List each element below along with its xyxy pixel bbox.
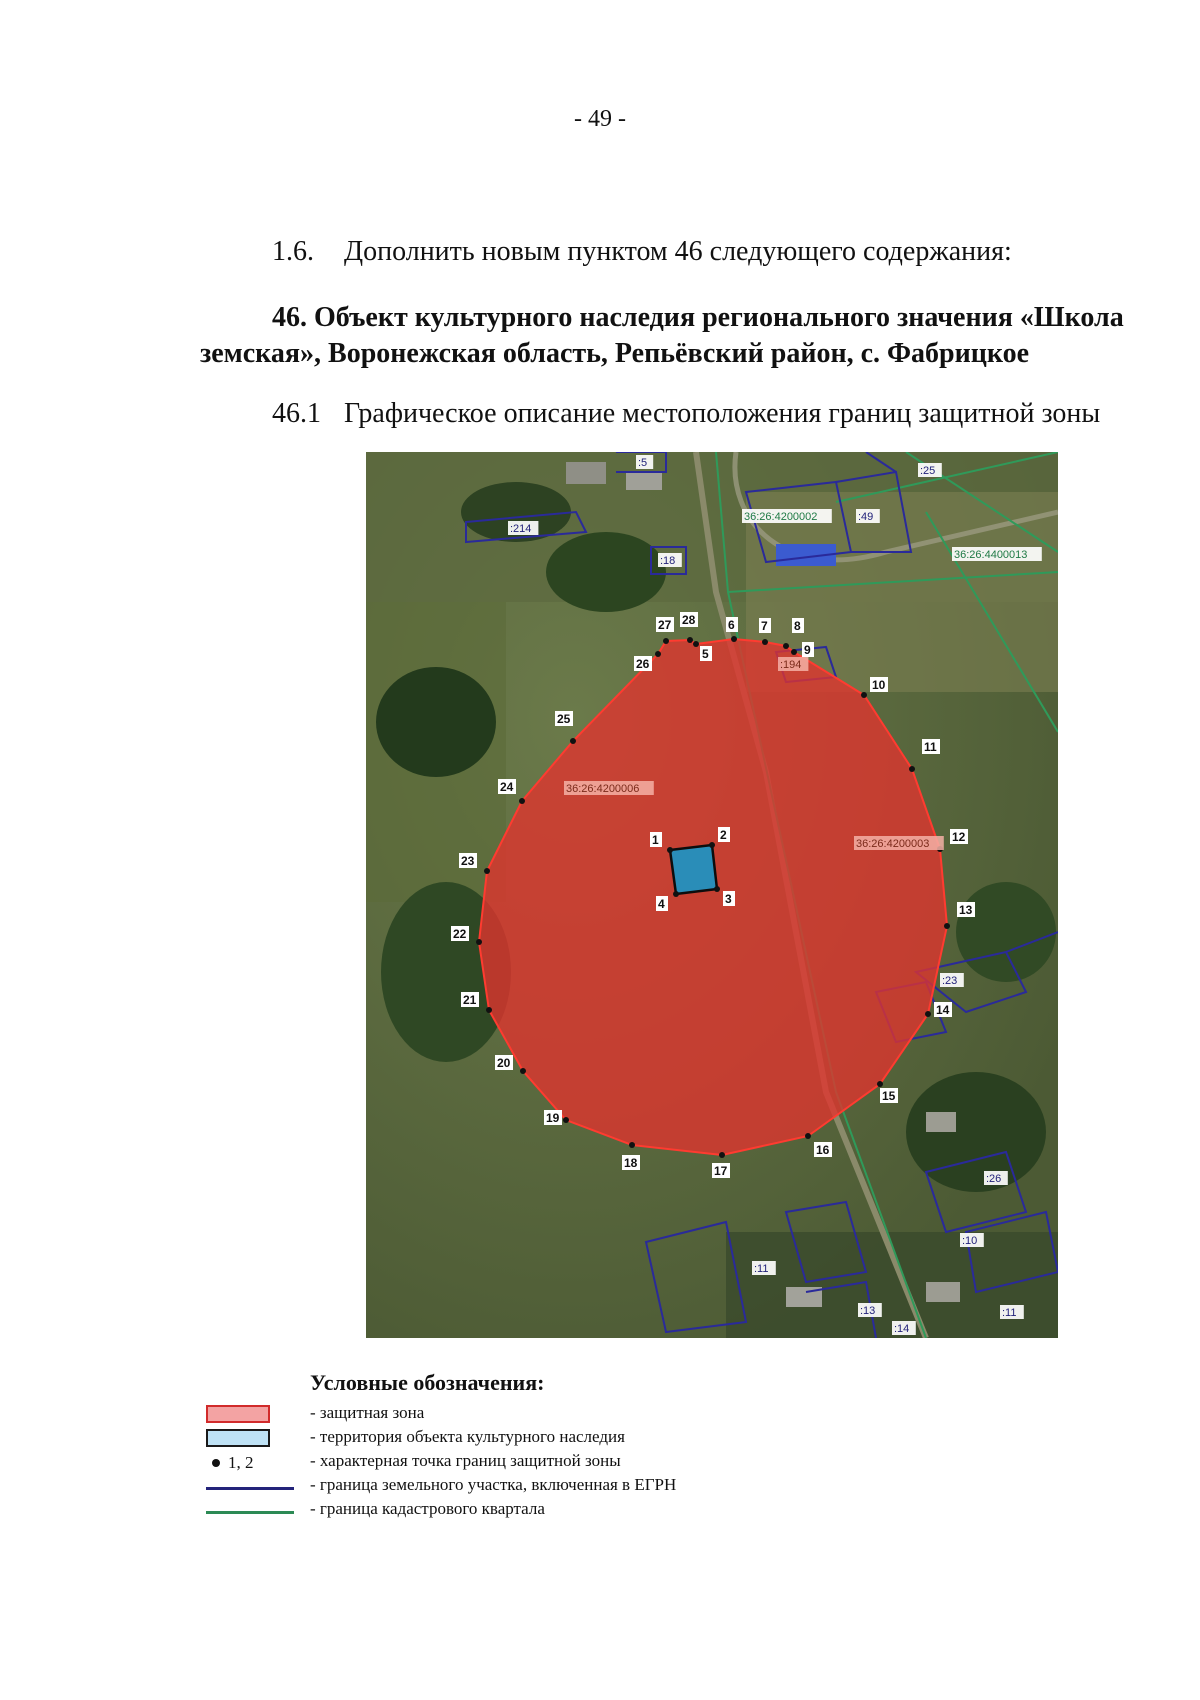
point-dot-18 xyxy=(629,1142,635,1148)
cadastral-label: :25 xyxy=(920,465,936,477)
legend-item-zone xyxy=(200,1403,1000,1427)
point-label-4: 4 xyxy=(658,897,665,911)
subclause-number: 46.1 xyxy=(272,398,321,429)
point-dot-11 xyxy=(909,766,915,772)
point-dot-4 xyxy=(673,891,679,897)
legend-line-blue xyxy=(206,1477,270,1495)
point-dot-15 xyxy=(877,1081,883,1087)
point-label-2: 2 xyxy=(720,828,727,842)
point-dot-25 xyxy=(570,738,576,744)
point-label-26: 26 xyxy=(636,657,650,671)
point-dot-6 xyxy=(731,636,737,642)
legend xyxy=(200,1403,1000,1523)
cadastral-label: :14 xyxy=(894,1323,910,1335)
cadastral-label: 36:26:4200003 xyxy=(856,838,930,850)
point-dot-1 xyxy=(667,847,673,853)
point-dot-3 xyxy=(714,886,720,892)
clause-number: 1.6. xyxy=(272,236,314,267)
legend-swatch-red xyxy=(206,1405,270,1423)
point-label-12: 12 xyxy=(952,830,966,844)
point-label-5: 5 xyxy=(702,647,709,661)
cadastral-label: 36:26:4400013 xyxy=(954,549,1028,561)
legend-point-text: 1, 2 xyxy=(228,1453,254,1472)
point-dot-14 xyxy=(925,1011,931,1017)
point-dot-21 xyxy=(486,1007,492,1013)
point-label-13: 13 xyxy=(959,903,973,917)
clause-text: Дополнить новым пунктом 46 следующего содержания: xyxy=(344,236,1012,267)
cadastral-label: :49 xyxy=(858,511,874,523)
tree-cluster xyxy=(956,882,1056,982)
building xyxy=(926,1112,956,1132)
cadastral-label: 36:26:4200006 xyxy=(566,783,640,795)
point-label-11: 11 xyxy=(924,740,937,754)
point-dot-26 xyxy=(655,651,661,657)
point-label-21: 21 xyxy=(463,993,477,1007)
point-dot-23 xyxy=(484,868,490,874)
legend-point-symbol xyxy=(206,1453,270,1471)
building xyxy=(926,1282,960,1302)
legend-item-quarter xyxy=(200,1499,1000,1523)
point-dot-28 xyxy=(687,637,693,643)
blue-line-icon xyxy=(206,1487,294,1490)
point-label-17: 17 xyxy=(714,1164,728,1178)
point-dot-17 xyxy=(719,1152,725,1158)
building xyxy=(626,472,662,490)
point-label-23: 23 xyxy=(461,854,475,868)
point-label-28: 28 xyxy=(682,613,696,627)
point-label-6: 6 xyxy=(728,618,735,632)
cadastral-label: :18 xyxy=(660,555,676,567)
point-dot-9 xyxy=(791,649,797,655)
cadastral-label: 36:26:4200002 xyxy=(744,511,818,523)
point-label-10: 10 xyxy=(872,678,886,692)
legend-item-object xyxy=(200,1427,1000,1451)
legend-text: - граница кадастрового квартала xyxy=(310,1499,545,1518)
point-label-22: 22 xyxy=(453,927,467,941)
clause xyxy=(272,236,1012,268)
section-heading: 46. Объект культурного наследия регионального значения «Школа земская», Воронежская область, Репьёвский район, с. Фабрицкое xyxy=(200,302,1124,369)
point-label-1: 1 xyxy=(652,833,659,847)
legend-item-parcel xyxy=(200,1475,1000,1499)
point-label-18: 18 xyxy=(624,1156,638,1170)
cadastral-label: :194 xyxy=(780,659,802,671)
point-label-15: 15 xyxy=(882,1089,896,1103)
point-label-7: 7 xyxy=(761,619,768,633)
point-dot-2 xyxy=(709,842,715,848)
point-label-24: 24 xyxy=(500,780,514,794)
cadastral-label: :26 xyxy=(986,1173,1002,1185)
point-dot-27 xyxy=(663,638,669,644)
map-svg xyxy=(366,452,1058,1338)
tree-cluster xyxy=(546,532,666,612)
point-label-16: 16 xyxy=(816,1143,830,1157)
legend-swatch-blue xyxy=(206,1429,270,1447)
cadastral-label: :10 xyxy=(962,1235,978,1247)
point-label-14: 14 xyxy=(936,1003,950,1017)
point-label-9: 9 xyxy=(804,643,811,657)
point-label-3: 3 xyxy=(725,892,732,906)
point-label-20: 20 xyxy=(497,1056,511,1070)
point-dot-16 xyxy=(805,1133,811,1139)
legend-text: - граница земельного участка, включенная в ЕГРН xyxy=(310,1475,677,1494)
legend-text: - защитная зона xyxy=(310,1403,425,1422)
legend-text: - характерная точка границ защитной зоны xyxy=(310,1451,621,1470)
point-dot-24 xyxy=(519,798,525,804)
point-label-19: 19 xyxy=(546,1111,560,1125)
subclause-text: Графическое описание местоположения границ защитной зоны xyxy=(344,398,1101,429)
heritage-object-territory xyxy=(670,845,717,894)
legend-line-green xyxy=(206,1501,270,1519)
cadastral-label: :23 xyxy=(942,975,958,987)
point-dot-13 xyxy=(944,923,950,929)
point-dot-10 xyxy=(861,692,867,698)
point-label-25: 25 xyxy=(557,712,571,726)
point-dot-8 xyxy=(783,643,789,649)
point-dot-20 xyxy=(520,1068,526,1074)
legend-text: - территория объекта культурного наследия xyxy=(310,1427,625,1446)
point-dot-19 xyxy=(563,1117,569,1123)
point-dot-icon xyxy=(212,1459,220,1467)
cadastral-label: :214 xyxy=(510,523,532,535)
cadastral-label: :13 xyxy=(860,1305,876,1317)
legend-item-point xyxy=(200,1451,1000,1475)
page-number: - 49 - xyxy=(574,106,626,132)
cadastral-label: :5 xyxy=(638,457,648,469)
point-dot-22 xyxy=(476,939,482,945)
subclause xyxy=(272,398,1100,430)
point-label-27: 27 xyxy=(658,618,672,632)
point-label-8: 8 xyxy=(794,619,801,633)
cadastral-label: :11 xyxy=(1002,1307,1017,1319)
green-line-icon xyxy=(206,1511,294,1514)
legend-title: Условные обозначения: xyxy=(310,1370,545,1395)
building xyxy=(566,462,606,484)
point-dot-5 xyxy=(693,641,699,647)
point-dot-7 xyxy=(762,639,768,645)
cadastral-label: :11 xyxy=(754,1263,769,1275)
tree-cluster xyxy=(376,667,496,777)
map-image xyxy=(366,452,1058,1338)
